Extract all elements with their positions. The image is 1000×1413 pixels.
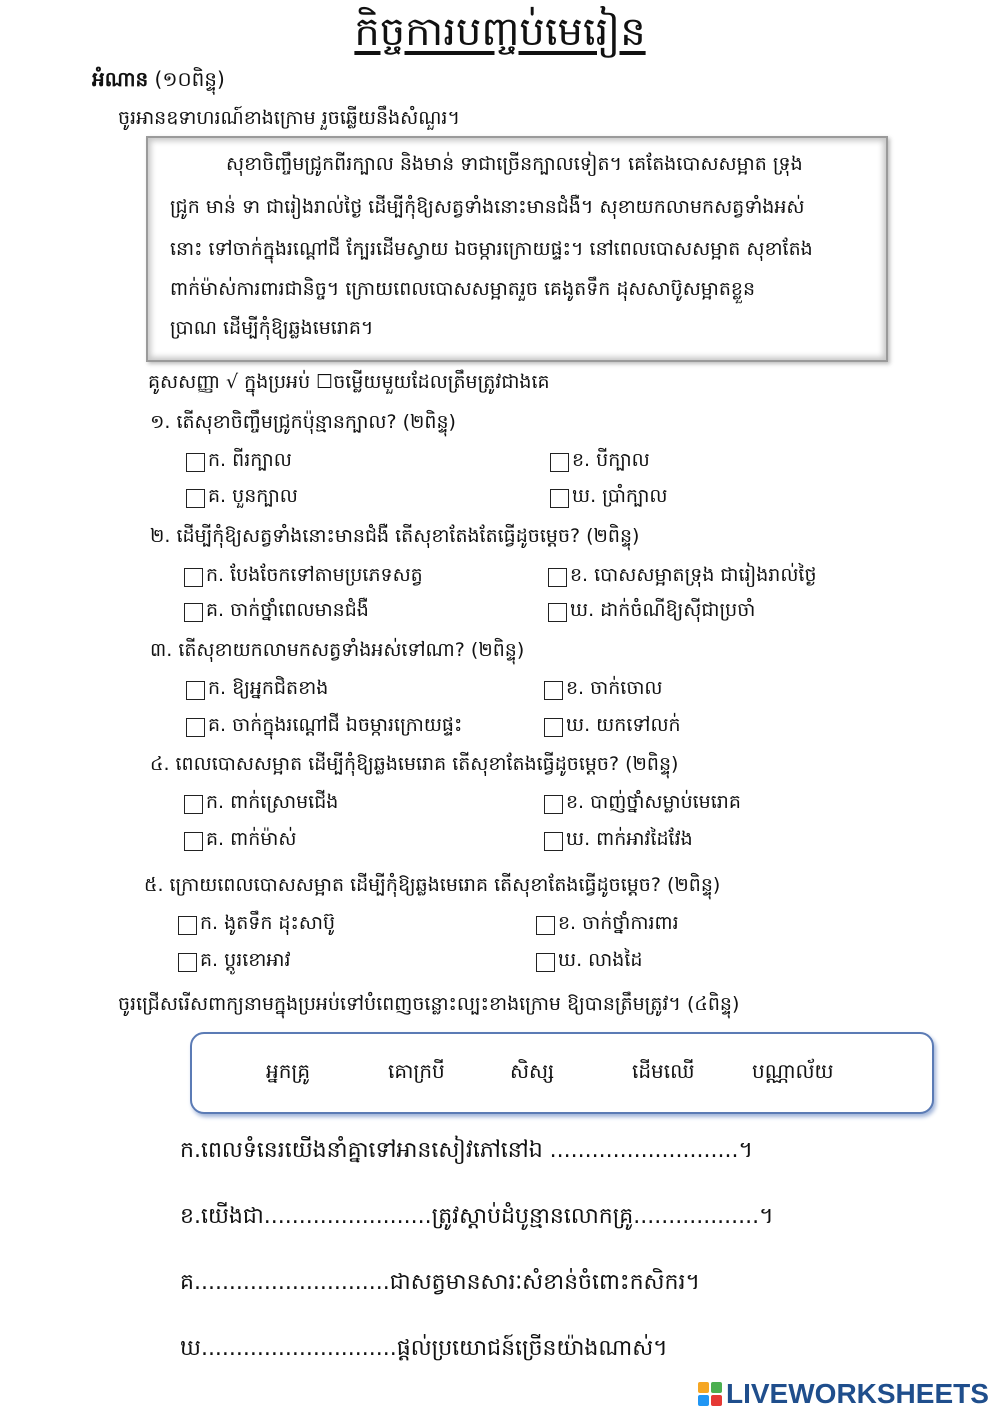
section-points: (១០ពិន្ទុ) — [154, 67, 225, 91]
option-label: គ. ចាក់ថ្នាំពេលមានជំងឺ — [206, 599, 369, 621]
q1-option-c[interactable] — [186, 484, 298, 512]
question-3: ៣. តើសុខាយកលាមកសត្វទាំងអស់ទៅណា? (២ពិន្ទុ) — [150, 639, 525, 661]
word-bank-item: បណ្ណាល័យ — [752, 1059, 834, 1083]
q4-option-b[interactable] — [544, 790, 741, 818]
q3-option-a[interactable] — [186, 676, 328, 704]
q1-option-a[interactable] — [186, 448, 292, 476]
word-bank-item: សិស្ស — [510, 1059, 555, 1083]
option-label: ឃ. ពាក់អាវដៃវែង — [566, 828, 693, 850]
liveworksheets-logo — [698, 1378, 989, 1410]
checkbox[interactable] — [544, 718, 563, 737]
question-5: ៥. ក្រោយពេលបោសសម្អាត ដើម្បីកុំឱ្យឆ្លងមេរោគ តើសុខាតែងធ្វើដូចម្ដេច? (២ពិន្ទុ) — [144, 874, 721, 896]
checkbox[interactable] — [186, 489, 205, 508]
logo-square — [698, 1395, 709, 1406]
passage-line: ពាក់ម៉ាស់ការពារជានិច្ច។ ក្រោយពេលបោសសម្អាតរួច គេងូតទឹក ដុសសាប៊ូសម្អាតខ្លួន — [170, 278, 756, 300]
checkbox[interactable] — [544, 832, 563, 851]
fill-sentence-a[interactable]: ក.ពេលទំនេរយើងនាំគ្នាទៅអានសៀវភៅនៅឯ ...........................។ — [180, 1138, 753, 1163]
word-bank-item: គោក្របី — [388, 1059, 445, 1083]
option-label: ឃ. ដាក់ចំណីឱ្យស៊ីជាប្រចាំ — [570, 599, 756, 621]
checkbox[interactable] — [544, 681, 563, 700]
option-label: ឃ. ប្រាំក្បាល — [572, 485, 668, 507]
q3-option-b[interactable] — [544, 676, 663, 704]
option-label: ក. ពាក់ស្រោមជើង — [206, 791, 339, 813]
q5-option-a[interactable] — [178, 911, 335, 939]
logo-square — [711, 1395, 722, 1406]
page-title: កិច្ចការបញ្ចប់មេរៀន — [354, 9, 646, 55]
checkbox[interactable] — [184, 568, 203, 587]
option-label: ឃ. យកទៅលក់ — [566, 714, 681, 736]
fill-sentence-c[interactable]: គ............................ជាសត្វមានសារៈសំខាន់ចំពោះកសិករ។ — [180, 1270, 700, 1295]
checkbox[interactable] — [186, 453, 205, 472]
option-label: គ. ប្ដូរខោអាវ — [200, 949, 291, 971]
question-1: ១. តើសុខាចិញ្ចឹមជ្រូកប៉ុន្មានក្បាល? (២ពិន្ទុ) — [150, 411, 456, 433]
checkbox[interactable] — [544, 795, 563, 814]
q1-option-b[interactable] — [550, 448, 650, 476]
section-label: អំណាន — [92, 67, 149, 91]
question-4: ៤. ពេលបោសសម្អាត ដើម្បីកុំឱ្យឆ្លងមេរោគ តើសុខាតែងធ្វើដូចម្ដេច? (២ពិន្ទុ) — [150, 753, 679, 775]
checkbox[interactable] — [184, 832, 203, 851]
q5-option-b[interactable] — [536, 911, 679, 939]
option-label: ឃ. លាងដៃ — [558, 949, 643, 971]
section-heading — [92, 66, 225, 96]
passage-line: នោះ ទៅចាក់ក្នុងរណ្ដៅជី ក្បែរដើមស្វាយ ឯចម្ការក្រោយផ្ទះ។ នៅពេលបោសសម្អាត សុខាតែង — [170, 238, 813, 260]
checkbox[interactable] — [184, 795, 203, 814]
checkbox[interactable] — [550, 489, 569, 508]
logo-square — [698, 1382, 709, 1393]
checkbox[interactable] — [536, 916, 555, 935]
checkbox[interactable] — [548, 603, 567, 622]
checkbox[interactable] — [186, 681, 205, 700]
q2-option-c[interactable] — [184, 598, 369, 626]
q3-option-d[interactable] — [544, 713, 681, 741]
q2-option-b[interactable] — [548, 563, 817, 591]
checkbox[interactable] — [184, 603, 203, 622]
fill-instruction: ចូរជ្រើសរើសពាក្យនាមក្នុងប្រអប់ទៅបំពេញចន្លោះល្បះខាងក្រោម ឱ្យបានត្រឹមត្រូវ។ (៤ពិន្ទុ) — [118, 993, 740, 1015]
passage-line: ប្រាណ ដើម្បីកុំឱ្យឆ្លងមេរោគ។ — [170, 317, 374, 339]
option-label: ខ. បីក្បាល — [572, 449, 650, 471]
logo-square — [711, 1382, 722, 1393]
word-bank-item: ដើមឈើ — [632, 1059, 695, 1083]
checkbox[interactable] — [178, 916, 197, 935]
brand-name: LIVEWORKSHEETS — [726, 1378, 989, 1409]
option-label: គ. ចាក់ក្នុងរណ្ដៅជី ឯចម្ការក្រោយផ្ទះ — [208, 714, 463, 736]
checkbox[interactable] — [536, 953, 555, 972]
word-bank-item: អ្នកគ្រូ — [266, 1059, 311, 1083]
liveworksheets-icon — [698, 1382, 722, 1406]
fill-sentence-d[interactable]: ឃ............................ផ្ដល់ប្រយោជន៍ច្រើនយ៉ាងណាស់។ — [180, 1336, 668, 1361]
read-instruction: ចូរអានឧទាហរណ៍ខាងក្រោម រួចឆ្លើយនឹងសំណួរ។ — [118, 107, 460, 129]
q4-option-d[interactable] — [544, 827, 693, 855]
q2-option-a[interactable] — [184, 563, 423, 591]
question-2: ២. ដើម្បីកុំឱ្យសត្វទាំងនោះមានជំងឺ តើសុខាតែងតែធ្វើដូចម្ដេច? (២ពិន្ទុ) — [150, 525, 640, 547]
option-label: ខ. បោសសម្អាតទ្រុង ជារៀងរាល់ថ្ងៃ — [570, 564, 817, 586]
q2-option-d[interactable] — [548, 598, 755, 626]
fill-sentence-b[interactable]: ខ.យើងជា........................ត្រូវស្ដាប់ដំបូន្មានលោកគ្រូ..................។ — [180, 1204, 774, 1229]
tick-instruction: គូសសញ្ញា √ ក្នុងប្រអប់ ☐ចម្លើយមួយដែលត្រឹមត្រូវជាងគេ — [148, 371, 550, 393]
passage-line: ជ្រូក មាន់ ទា ជារៀងរាល់ថ្ងៃ ដើម្បីកុំឱ្យសត្វទាំងនោះមានជំងឺ។ សុខាយកលាមកសត្វទាំងអស់ — [170, 196, 805, 218]
q4-option-c[interactable] — [184, 827, 296, 855]
checkbox[interactable] — [186, 718, 205, 737]
checkbox[interactable] — [548, 568, 567, 587]
option-label: ក. ពីរក្បាល — [208, 449, 292, 471]
q1-option-d[interactable] — [550, 484, 667, 512]
option-label: ក. បែងចែកទៅតាមប្រភេទសត្វ — [206, 564, 423, 586]
option-label: ក. ឱ្យអ្នកជិតខាង — [208, 677, 329, 699]
option-label: ក. ងូតទឹក ដុះសាប៊ូ — [200, 912, 336, 934]
checkbox[interactable] — [550, 453, 569, 472]
passage-line: សុខាចិញ្ចឹមជ្រូកពីរក្បាល និងមាន់ ទាជាច្រើនក្បាលទៀត។ គេតែងបោសសម្អាត ទ្រុង — [226, 153, 803, 175]
q5-option-c[interactable] — [178, 948, 290, 976]
option-label: ខ. ចាក់ថ្នាំការពារ — [558, 912, 679, 934]
option-label: គ. ពាក់ម៉ាស់ — [206, 828, 297, 850]
checkbox[interactable] — [178, 953, 197, 972]
option-label: គ. បួនក្បាល — [208, 485, 298, 507]
option-label: ខ. ចាក់ចោល — [566, 677, 663, 699]
option-label: ខ. បាញ់ថ្នាំសម្លាប់មេរោគ — [566, 791, 741, 813]
q4-option-a[interactable] — [184, 790, 338, 818]
q3-option-c[interactable] — [186, 713, 462, 741]
q5-option-d[interactable] — [536, 948, 642, 976]
